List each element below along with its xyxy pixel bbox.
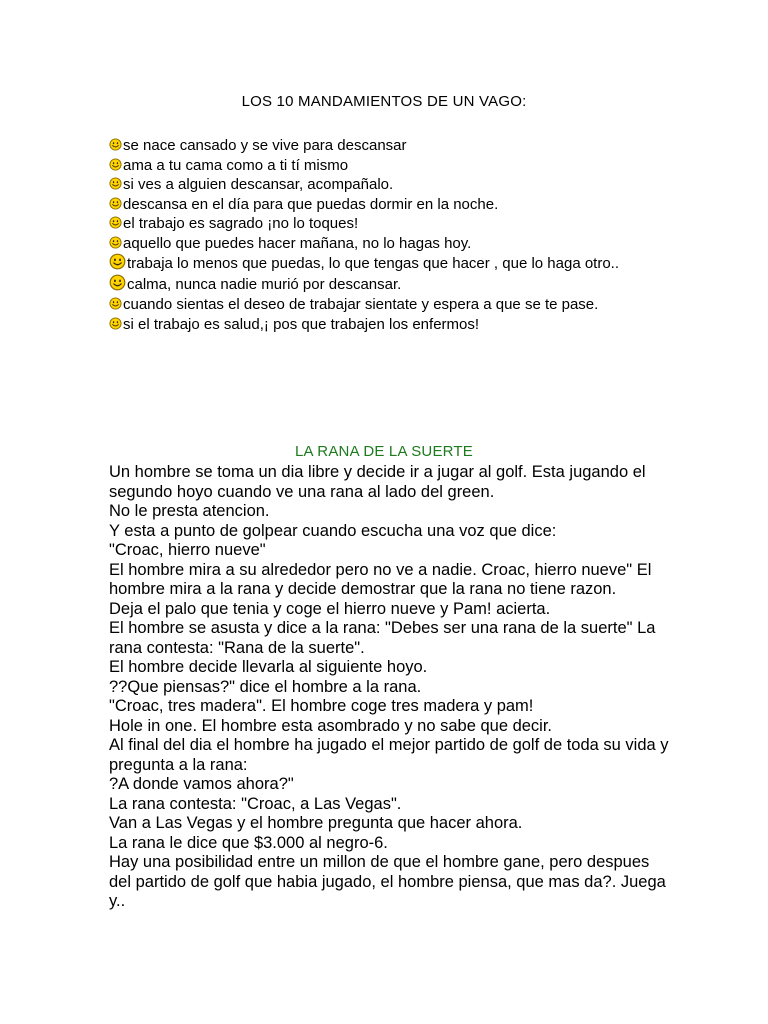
list-item-text: si ves a alguien descansar, acompañalo. xyxy=(123,176,394,193)
smiley-icon xyxy=(109,255,127,272)
story-paragraph: Al final del dia el hombre ha jugado el mejor partido de golf de toda su vida y pregunta a la rana: xyxy=(109,736,669,774)
smiley-icon xyxy=(109,157,123,174)
smiley-icon xyxy=(109,316,123,333)
list-item xyxy=(109,234,669,254)
list-item xyxy=(109,295,669,315)
smiley-icon xyxy=(109,176,123,193)
list-item xyxy=(109,274,669,295)
story-title: LA RANA DE LA SUERTE xyxy=(295,443,473,460)
page-title: LOS 10 MANDAMIENTOS DE UN VAGO: xyxy=(241,93,527,110)
smiley-icon xyxy=(109,296,123,313)
story-paragraph: "Croac, tres madera". El hombre coge tres madera y pam! xyxy=(109,697,534,715)
smiley-icon xyxy=(109,196,123,213)
smiley-icon xyxy=(109,276,127,293)
story-paragraph: No le presta atencion. xyxy=(109,502,270,520)
story-paragraph: Hay una posibilidad entre un millon de que el hombre gane, pero despues del partido de golf que habia jugado, el hombre piensa, que mas da?. Juega y.. xyxy=(109,853,666,910)
list-item xyxy=(109,315,669,335)
story-paragraph: ??Que piensas?" dice el hombre a la rana. xyxy=(109,677,422,696)
smiley-icon xyxy=(109,235,123,252)
list-item-text: ama a tu cama como a ti tí mismo xyxy=(123,156,349,174)
commandments-list xyxy=(109,136,669,334)
story-paragraph: ?A donde vamos ahora?" xyxy=(109,775,294,793)
list-item xyxy=(109,136,669,156)
list-item-text: calma, nunca nadie murió por descansar. xyxy=(127,276,402,293)
smiley-icon xyxy=(109,215,123,232)
list-item-text: aquello que puedes hacer mañana, no lo hagas hoy. xyxy=(123,234,472,252)
smiley-icon xyxy=(109,137,123,154)
story-body xyxy=(109,463,669,912)
story-paragraph: Van a Las Vegas y el hombre pregunta que hacer ahora. xyxy=(109,814,523,832)
list-item-text: cuando sientas el deseo de trabajar sientate y espera a que se te pase. xyxy=(123,296,599,313)
list-item xyxy=(109,156,669,176)
list-item-text: si el trabajo es salud,¡ pos que trabajen los enfermos! xyxy=(123,315,480,333)
story-paragraph: Deja el palo que tenia y coge el hierro nueve y Pam! acierta. xyxy=(109,599,551,618)
story-paragraph: "Croac, hierro nueve" xyxy=(109,541,266,559)
list-item xyxy=(109,253,669,274)
list-item-text: se nace cansado y se vive para descansar xyxy=(123,137,407,154)
list-item-text: el trabajo es sagrado ¡no lo toques! xyxy=(123,215,359,232)
list-item xyxy=(109,175,669,195)
story-paragraph: El hombre decide llevarla al siguiente hoyo. xyxy=(109,658,428,676)
story-paragraph: Hole in one. El hombre esta asombrado y no sabe que decir. xyxy=(109,716,553,735)
story-paragraph: Un hombre se toma un dia libre y decide ir a jugar al golf. Esta jugando el segundo hoyo cuando ve una rana al lado del green. xyxy=(109,463,646,501)
story-paragraph: La rana contesta: "Croac, a Las Vegas". xyxy=(109,794,402,813)
list-item xyxy=(109,214,669,234)
story-paragraph: El hombre mira a su alrededor pero no ve a nadie. Croac, hierro nueve" El hombre mira a la rana y decide demostrar que la rana no tiene razon. xyxy=(109,560,652,598)
story-paragraph: Y esta a punto de golpear cuando escucha una voz que dice: xyxy=(109,521,557,540)
list-item-text: descansa en el día para que puedas dormir en la noche. xyxy=(123,195,499,213)
list-item-text: trabaja lo menos que puedas, lo que tengas que hacer , que lo haga otro.. xyxy=(127,255,620,272)
story-paragraph: El hombre se asusta y dice a la rana: "Debes ser una rana de la suerte" La rana contesta: "Rana de la suerte". xyxy=(109,619,656,657)
list-item xyxy=(109,195,669,215)
story-paragraph: La rana le dice que $3.000 al negro-6. xyxy=(109,833,388,852)
